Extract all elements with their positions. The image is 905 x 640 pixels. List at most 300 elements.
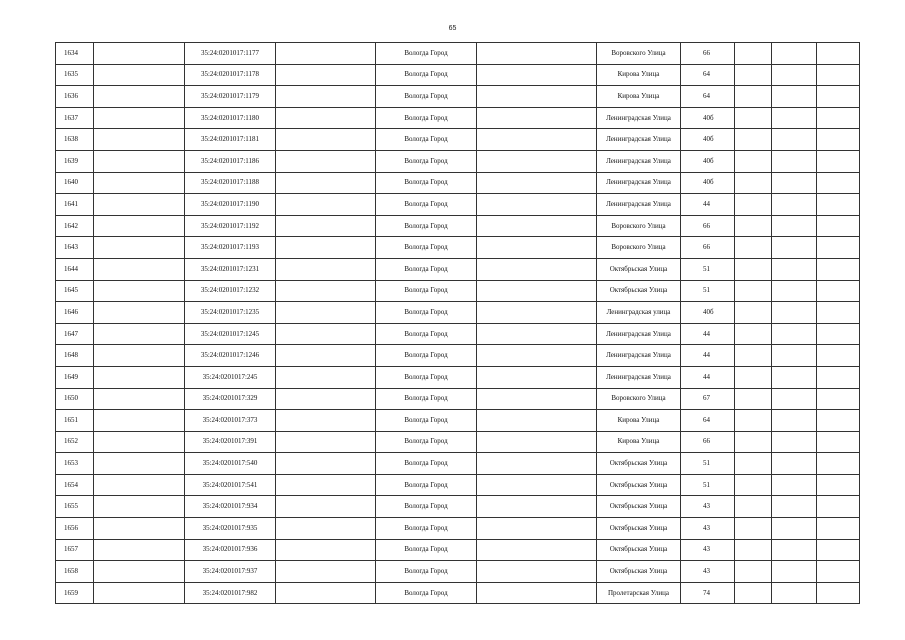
street-cell: Воровского Улица [597,215,681,237]
row-number-cell: 1647 [56,323,94,345]
cadastral-number-cell: 35:24:0201017:1179 [185,86,276,108]
empty-cell [735,64,772,86]
city-cell: Вологда Город [376,280,477,302]
empty-cell [94,194,185,216]
empty-cell [817,366,860,388]
empty-cell [817,410,860,432]
empty-cell [735,366,772,388]
cadastral-number-cell: 35:24:0201017:982 [185,582,276,604]
row-number-cell: 1644 [56,258,94,280]
empty-cell [276,388,376,410]
empty-cell [817,172,860,194]
empty-cell [735,86,772,108]
empty-cell [276,323,376,345]
cadastral-number-cell: 35:24:0201017:1232 [185,280,276,302]
empty-cell [94,107,185,129]
row-number-cell: 1645 [56,280,94,302]
table-row [56,280,860,302]
empty-cell [94,150,185,172]
empty-cell [817,474,860,496]
street-cell: Ленинградская Улица [597,366,681,388]
empty-cell [817,194,860,216]
empty-cell [735,388,772,410]
empty-cell [94,323,185,345]
empty-cell [772,410,817,432]
city-cell: Вологда Город [376,215,477,237]
city-cell: Вологда Город [376,237,477,259]
empty-cell [477,539,597,561]
empty-cell [94,280,185,302]
row-number-cell: 1640 [56,172,94,194]
empty-cell [94,129,185,151]
empty-cell [817,129,860,151]
row-number-cell: 1650 [56,388,94,410]
empty-cell [772,86,817,108]
empty-cell [817,43,860,65]
empty-cell [735,496,772,518]
empty-cell [772,496,817,518]
empty-cell [735,302,772,324]
empty-cell [276,107,376,129]
empty-cell [735,215,772,237]
row-number-cell: 1649 [56,366,94,388]
empty-cell [94,474,185,496]
empty-cell [735,150,772,172]
row-number-cell: 1658 [56,561,94,583]
empty-cell [772,215,817,237]
empty-cell [772,107,817,129]
table-row [56,107,860,129]
row-number-cell: 1642 [56,215,94,237]
street-cell: Ленинградская Улица [597,172,681,194]
page-number: 65 [448,25,457,32]
city-cell: Вологда Город [376,302,477,324]
city-cell: Вологда Город [376,323,477,345]
house-number-cell: 51 [681,474,735,496]
table-row [56,453,860,475]
empty-cell [477,129,597,151]
empty-cell [735,258,772,280]
empty-cell [817,345,860,367]
table-row [56,258,860,280]
empty-cell [477,345,597,367]
house-number-cell: 44 [681,345,735,367]
empty-cell [276,518,376,540]
empty-cell [94,237,185,259]
empty-cell [276,302,376,324]
empty-cell [94,302,185,324]
table-row [56,172,860,194]
empty-cell [772,431,817,453]
row-number-cell: 1653 [56,453,94,475]
city-cell: Вологда Город [376,194,477,216]
empty-cell [772,345,817,367]
empty-cell [772,194,817,216]
table-row [56,150,860,172]
city-cell: Вологда Город [376,410,477,432]
street-cell: Ленинградская Улица [597,194,681,216]
city-cell: Вологда Город [376,150,477,172]
table-row [56,496,860,518]
house-number-cell: 64 [681,64,735,86]
city-cell: Вологда Город [376,172,477,194]
street-cell: Октябрьская Улица [597,453,681,475]
empty-cell [772,474,817,496]
empty-cell [772,388,817,410]
house-number-cell: 64 [681,410,735,432]
empty-cell [817,215,860,237]
empty-cell [276,474,376,496]
cadastral-number-cell: 35:24:0201017:937 [185,561,276,583]
house-number-cell: 74 [681,582,735,604]
empty-cell [772,561,817,583]
empty-cell [817,518,860,540]
empty-cell [94,410,185,432]
table-row [56,323,860,345]
empty-cell [477,215,597,237]
empty-cell [735,43,772,65]
empty-cell [817,258,860,280]
house-number-cell: 40б [681,129,735,151]
row-number-cell: 1646 [56,302,94,324]
cadastral-number-cell: 35:24:0201017:1186 [185,150,276,172]
row-number-cell: 1648 [56,345,94,367]
table-row [56,194,860,216]
row-number-cell: 1651 [56,410,94,432]
empty-cell [477,107,597,129]
city-cell: Вологда Город [376,86,477,108]
table-row [56,64,860,86]
empty-cell [772,453,817,475]
row-number-cell: 1634 [56,43,94,65]
empty-cell [817,302,860,324]
cadastral-number-cell: 35:24:0201017:935 [185,518,276,540]
empty-cell [276,194,376,216]
row-number-cell: 1652 [56,431,94,453]
empty-cell [276,539,376,561]
table-row [56,302,860,324]
city-cell: Вологда Город [376,129,477,151]
empty-cell [276,453,376,475]
street-cell: Кирова Улица [597,64,681,86]
empty-cell [276,431,376,453]
house-number-cell: 43 [681,496,735,518]
empty-cell [477,64,597,86]
empty-cell [94,388,185,410]
house-number-cell: 44 [681,323,735,345]
table-row [56,582,860,604]
empty-cell [276,129,376,151]
street-cell: Ленинградская Улица [597,107,681,129]
city-cell: Вологда Город [376,258,477,280]
city-cell: Вологда Город [376,388,477,410]
empty-cell [94,561,185,583]
table-row [56,539,860,561]
house-number-cell: 51 [681,258,735,280]
empty-cell [94,518,185,540]
empty-cell [477,518,597,540]
empty-cell [276,410,376,432]
house-number-cell: 51 [681,453,735,475]
street-cell: Ленинградская Улица [597,345,681,367]
street-cell: Октябрьская Улица [597,474,681,496]
empty-cell [735,280,772,302]
cadastral-number-cell: 35:24:0201017:245 [185,366,276,388]
cadastral-number-cell: 35:24:0201017:1245 [185,323,276,345]
row-number-cell: 1657 [56,539,94,561]
empty-cell [772,518,817,540]
empty-cell [817,323,860,345]
empty-cell [477,561,597,583]
street-cell: Ленинградская улица [597,302,681,324]
empty-cell [735,345,772,367]
table-row [56,388,860,410]
empty-cell [735,539,772,561]
street-cell: Октябрьская Улица [597,539,681,561]
city-cell: Вологда Город [376,107,477,129]
empty-cell [477,150,597,172]
empty-cell [477,302,597,324]
empty-cell [817,150,860,172]
empty-cell [276,496,376,518]
city-cell: Вологда Город [376,431,477,453]
house-number-cell: 40б [681,150,735,172]
empty-cell [477,172,597,194]
cadastral-number-cell: 35:24:0201017:541 [185,474,276,496]
empty-cell [276,582,376,604]
city-cell: Вологда Город [376,43,477,65]
empty-cell [735,474,772,496]
city-cell: Вологда Город [376,474,477,496]
empty-cell [94,215,185,237]
table-row [56,431,860,453]
empty-cell [817,431,860,453]
empty-cell [477,194,597,216]
cadastral-number-cell: 35:24:0201017:1177 [185,43,276,65]
cadastral-number-cell: 35:24:0201017:373 [185,410,276,432]
empty-cell [477,582,597,604]
empty-cell [772,172,817,194]
empty-cell [772,302,817,324]
house-number-cell: 66 [681,43,735,65]
house-number-cell: 43 [681,518,735,540]
house-number-cell: 66 [681,237,735,259]
empty-cell [477,280,597,302]
empty-cell [94,496,185,518]
empty-cell [276,366,376,388]
empty-cell [735,561,772,583]
empty-cell [735,518,772,540]
empty-cell [817,582,860,604]
row-number-cell: 1638 [56,129,94,151]
empty-cell [94,258,185,280]
empty-cell [772,237,817,259]
street-cell: Октябрьская Улица [597,518,681,540]
house-number-cell: 64 [681,86,735,108]
cadastral-number-cell: 35:24:0201017:934 [185,496,276,518]
table-row [56,86,860,108]
table-row [56,474,860,496]
table-body [56,43,860,604]
cadastral-number-cell: 35:24:0201017:1181 [185,129,276,151]
empty-cell [276,237,376,259]
empty-cell [94,345,185,367]
row-number-cell: 1637 [56,107,94,129]
street-cell: Октябрьская Улица [597,258,681,280]
table-row [56,129,860,151]
empty-cell [772,258,817,280]
street-cell: Воровского Улица [597,388,681,410]
table-row [56,410,860,432]
empty-cell [735,237,772,259]
city-cell: Вологда Город [376,64,477,86]
empty-cell [94,64,185,86]
cadastral-number-cell: 35:24:0201017:391 [185,431,276,453]
house-number-cell: 66 [681,431,735,453]
row-number-cell: 1636 [56,86,94,108]
cadastral-number-cell: 35:24:0201017:329 [185,388,276,410]
empty-cell [772,366,817,388]
empty-cell [477,431,597,453]
empty-cell [817,86,860,108]
empty-cell [735,194,772,216]
house-number-cell: 67 [681,388,735,410]
empty-cell [817,561,860,583]
house-number-cell: 66 [681,215,735,237]
empty-cell [276,64,376,86]
empty-cell [94,86,185,108]
empty-cell [735,431,772,453]
empty-cell [276,258,376,280]
cadastral-number-cell: 35:24:0201017:1188 [185,172,276,194]
cadastral-number-cell: 35:24:0201017:1246 [185,345,276,367]
house-number-cell: 44 [681,194,735,216]
empty-cell [94,453,185,475]
empty-cell [477,410,597,432]
empty-cell [276,150,376,172]
cadastral-number-cell: 35:24:0201017:1235 [185,302,276,324]
city-cell: Вологда Город [376,345,477,367]
empty-cell [735,107,772,129]
empty-cell [477,43,597,65]
empty-cell [276,345,376,367]
empty-cell [772,129,817,151]
row-number-cell: 1639 [56,150,94,172]
street-cell: Ленинградская Улица [597,129,681,151]
city-cell: Вологда Город [376,539,477,561]
table-row [56,518,860,540]
empty-cell [817,237,860,259]
empty-cell [94,366,185,388]
table-row [56,43,860,65]
empty-cell [94,172,185,194]
empty-cell [817,388,860,410]
empty-cell [94,431,185,453]
empty-cell [477,496,597,518]
house-number-cell: 40б [681,302,735,324]
street-cell: Кирова Улица [597,86,681,108]
street-cell: Воровского Улица [597,43,681,65]
empty-cell [477,388,597,410]
street-cell: Кирова Улица [597,410,681,432]
empty-cell [817,539,860,561]
table-row [56,215,860,237]
row-number-cell: 1635 [56,64,94,86]
empty-cell [817,64,860,86]
street-cell: Ленинградская Улица [597,150,681,172]
empty-cell [276,280,376,302]
registry-table [55,42,860,604]
empty-cell [477,474,597,496]
cadastral-number-cell: 35:24:0201017:1193 [185,237,276,259]
table-row [56,345,860,367]
street-cell: Октябрьская Улица [597,280,681,302]
empty-cell [477,258,597,280]
street-cell: Пролетарская Улица [597,582,681,604]
cadastral-number-cell: 35:24:0201017:936 [185,539,276,561]
house-number-cell: 40б [681,172,735,194]
empty-cell [735,323,772,345]
house-number-cell: 51 [681,280,735,302]
empty-cell [276,86,376,108]
city-cell: Вологда Город [376,518,477,540]
street-cell: Воровского Улица [597,237,681,259]
empty-cell [772,280,817,302]
empty-cell [772,64,817,86]
empty-cell [276,43,376,65]
street-cell: Октябрьская Улица [597,561,681,583]
empty-cell [94,43,185,65]
empty-cell [276,172,376,194]
empty-cell [817,496,860,518]
empty-cell [276,215,376,237]
empty-cell [817,107,860,129]
empty-cell [772,43,817,65]
empty-cell [772,323,817,345]
city-cell: Вологда Город [376,561,477,583]
empty-cell [477,237,597,259]
empty-cell [477,323,597,345]
row-number-cell: 1641 [56,194,94,216]
cadastral-number-cell: 35:24:0201017:1192 [185,215,276,237]
empty-cell [735,129,772,151]
row-number-cell: 1656 [56,518,94,540]
empty-cell [735,172,772,194]
city-cell: Вологда Город [376,366,477,388]
cadastral-number-cell: 35:24:0201017:540 [185,453,276,475]
empty-cell [735,453,772,475]
city-cell: Вологда Город [376,453,477,475]
street-cell: Кирова Улица [597,431,681,453]
empty-cell [477,366,597,388]
house-number-cell: 43 [681,539,735,561]
city-cell: Вологда Город [376,496,477,518]
empty-cell [817,280,860,302]
cadastral-number-cell: 35:24:0201017:1180 [185,107,276,129]
empty-cell [735,410,772,432]
empty-cell [94,582,185,604]
empty-cell [817,453,860,475]
street-cell: Октябрьская Улица [597,496,681,518]
house-number-cell: 44 [681,366,735,388]
house-number-cell: 40б [681,107,735,129]
empty-cell [735,582,772,604]
table-row [56,237,860,259]
empty-cell [772,150,817,172]
city-cell: Вологда Город [376,582,477,604]
row-number-cell: 1643 [56,237,94,259]
row-number-cell: 1659 [56,582,94,604]
